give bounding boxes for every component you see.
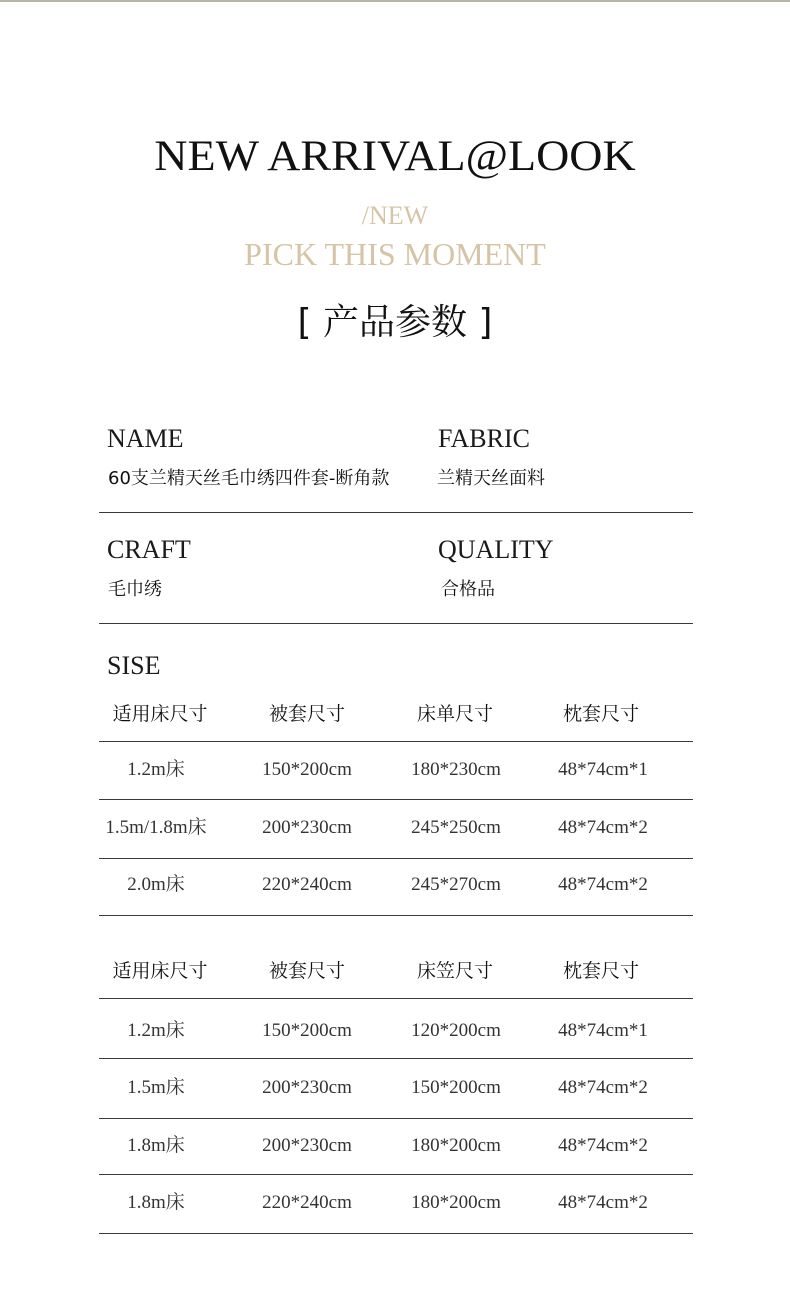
table-cell: 180*230cm: [411, 759, 501, 780]
table-header-cell: 被套尺寸: [268, 960, 345, 982]
table-cell: 1.2m床: [127, 759, 185, 780]
table-cell: 245*270cm: [411, 874, 501, 895]
fabric-label: FABRIC: [438, 424, 530, 453]
name-value: 60支兰精天丝毛巾绣四件套-断角款: [108, 468, 390, 489]
table-cell: 150*200cm: [262, 1020, 352, 1041]
section-title: [ 产品参数 ]: [297, 302, 493, 343]
quality-value: 合格品: [441, 579, 495, 600]
table-cell: 220*240cm: [262, 1192, 352, 1213]
spec-divider: [99, 512, 693, 513]
top-divider: [0, 0, 790, 2]
table-cell: 1.2m床: [127, 1020, 185, 1041]
size-label: SISE: [107, 651, 161, 680]
table-divider: [99, 741, 693, 742]
table-cell: 48*74cm*2: [558, 874, 648, 895]
headline-subtitle-large: PICK THIS MOMENT: [244, 236, 546, 272]
table-cell: 245*250cm: [411, 817, 501, 838]
quality-label: QUALITY: [438, 535, 554, 564]
table-cell: 48*74cm*2: [558, 1077, 648, 1098]
table-cell: 48*74cm*2: [558, 1135, 648, 1156]
table-divider: [99, 915, 693, 916]
headline-title: NEW ARRIVAL@LOOK: [154, 131, 636, 180]
headline-subtitle-small: /NEW: [361, 201, 429, 230]
table-cell: 1.5m床: [127, 1077, 185, 1098]
table-header-cell: 适用床尺寸: [112, 960, 208, 982]
fabric-value: 兰精天丝面料: [437, 468, 545, 489]
table-cell: 220*240cm: [262, 874, 352, 895]
table-header-cell: 床单尺寸: [416, 703, 493, 725]
table-cell: 48*74cm*1: [558, 759, 648, 780]
table-cell: 1.5m/1.8m床: [105, 817, 207, 838]
spec-divider: [99, 623, 693, 624]
table-cell: 180*200cm: [411, 1192, 501, 1213]
table-header-cell: 枕套尺寸: [562, 703, 639, 725]
table-header-cell: 床笠尺寸: [416, 960, 493, 982]
table-divider: [99, 799, 693, 800]
table-cell: 120*200cm: [411, 1020, 501, 1041]
table-cell: 2.0m床: [127, 874, 185, 895]
craft-label: CRAFT: [107, 535, 191, 564]
table-cell: 200*230cm: [262, 1135, 352, 1156]
name-label: NAME: [107, 424, 184, 453]
table-cell: 150*200cm: [262, 759, 352, 780]
table-header-cell: 枕套尺寸: [562, 960, 639, 982]
table-cell: 48*74cm*1: [558, 1020, 648, 1041]
table-divider: [99, 858, 693, 859]
craft-value: 毛巾绣: [108, 579, 162, 600]
table-cell: 48*74cm*2: [558, 817, 648, 838]
table-cell: 150*200cm: [411, 1077, 501, 1098]
table-divider: [99, 1058, 693, 1059]
table-cell: 200*230cm: [262, 1077, 352, 1098]
table-header-cell: 适用床尺寸: [112, 703, 208, 725]
table-header-cell: 被套尺寸: [268, 703, 345, 725]
table-divider: [99, 1233, 693, 1234]
table-cell: 48*74cm*2: [558, 1192, 648, 1213]
table-divider: [99, 1174, 693, 1175]
table-divider: [99, 998, 693, 999]
table-divider: [99, 1118, 693, 1119]
table-cell: 200*230cm: [262, 817, 352, 838]
table-cell: 180*200cm: [411, 1135, 501, 1156]
table-cell: 1.8m床: [127, 1192, 185, 1213]
table-cell: 1.8m床: [127, 1135, 185, 1156]
